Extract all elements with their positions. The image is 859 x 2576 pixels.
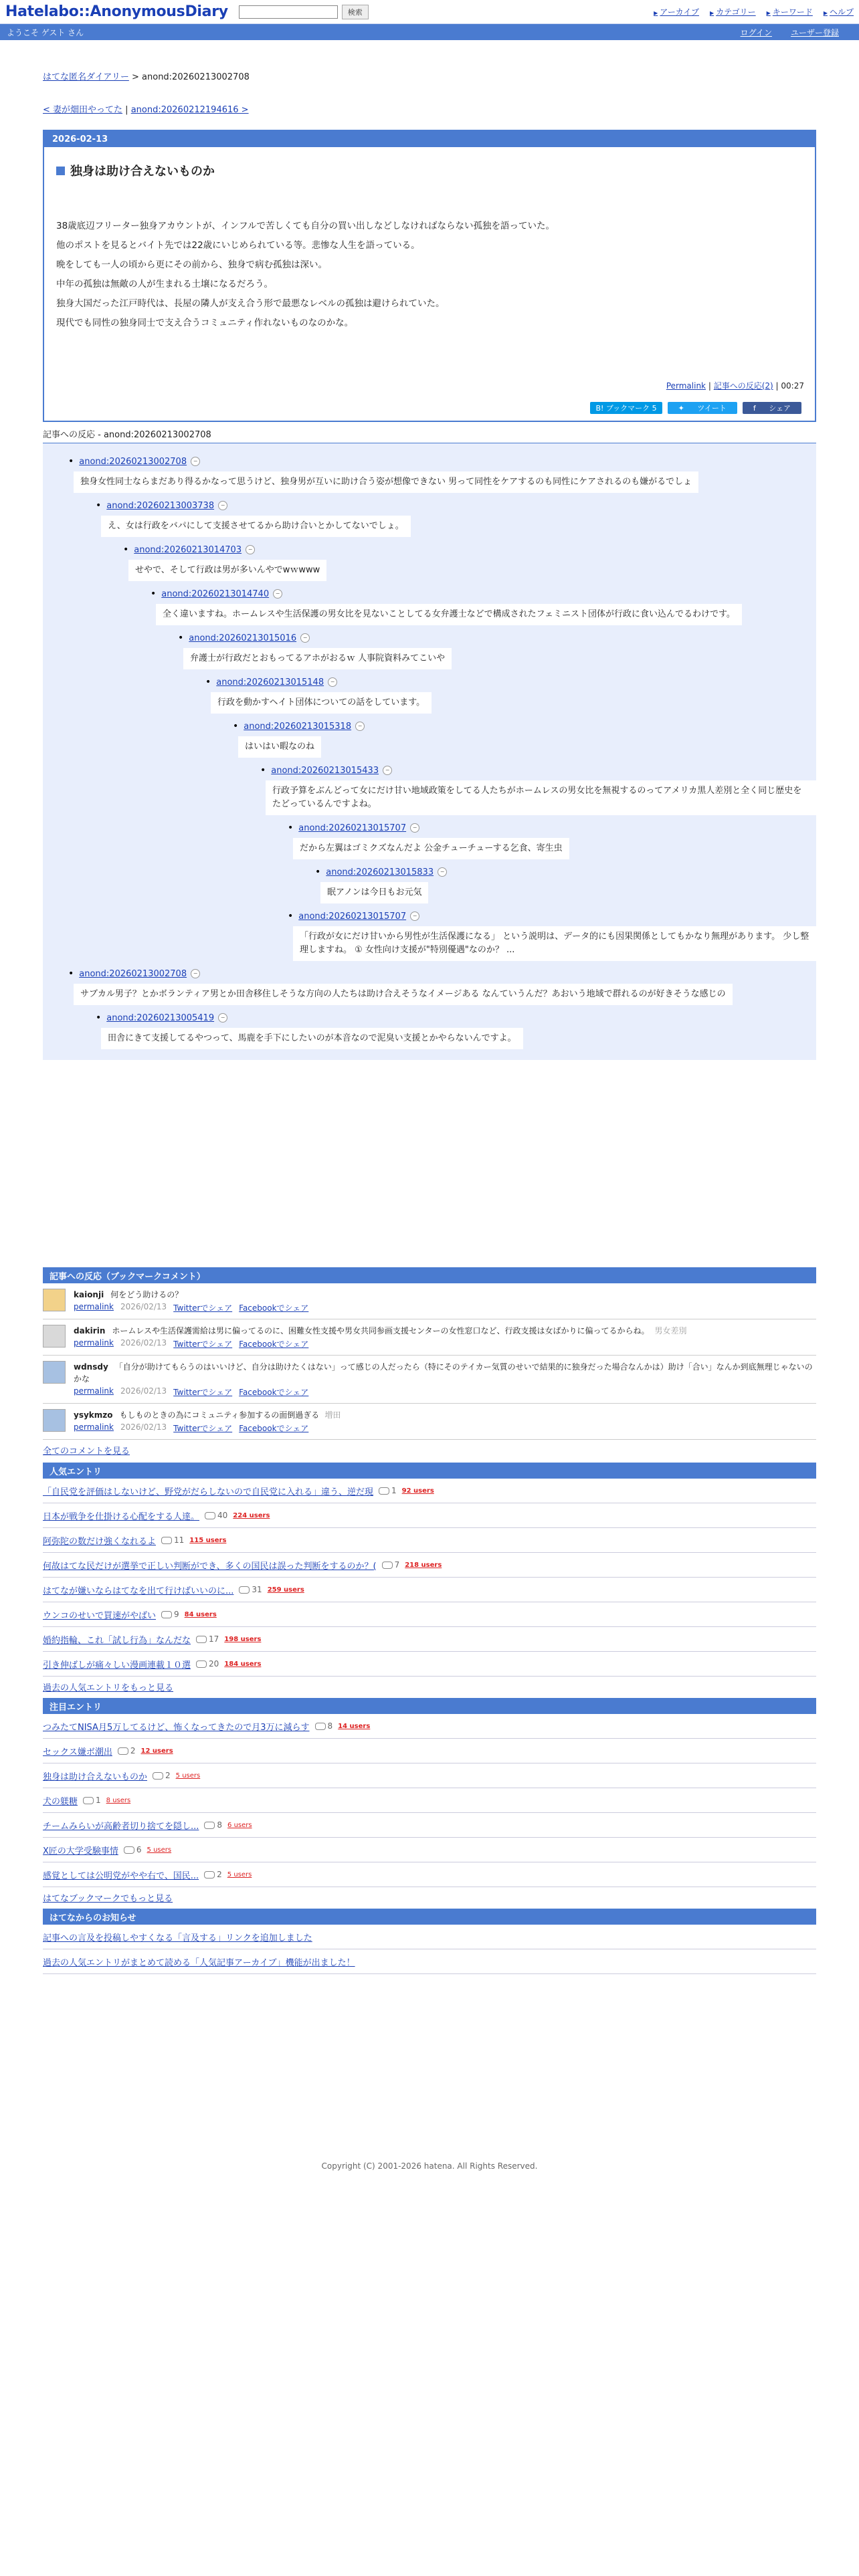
bookmark-comment: 「自分が助けてもらうのはいいけど、自分は助けたくはない」って感じの人だったら（特にそのテイカー気質のせいで結果的に独身だった場合なんかは）助け「合い」なんか到底無理じゃないのかな — [74, 1362, 813, 1384]
comment-bubble-icon — [205, 1512, 215, 1519]
avatar[interactable] — [43, 1325, 66, 1348]
bookmark-list — [43, 1283, 816, 1440]
bookmark-button[interactable]: B! ブックマーク 5 — [590, 402, 662, 414]
reaction-id-row — [96, 500, 816, 512]
comment-count[interactable] — [118, 1746, 136, 1755]
bullet-icon: • — [260, 765, 266, 776]
collapse-toggle-icon[interactable]: − — [300, 633, 310, 643]
bookmark-content — [74, 1289, 816, 1313]
comment-count[interactable] — [382, 1560, 400, 1570]
reaction-link[interactable]: anond:20260213015833 — [326, 867, 434, 877]
bookmark-actions — [74, 1422, 816, 1434]
copyright: Copyright (C) 2001-2026 hatena. All Rights Reserved. — [321, 2161, 538, 2171]
notable-list — [43, 1714, 816, 1887]
login-link[interactable]: ログイン — [740, 27, 772, 37]
bookmark-actions — [74, 1386, 816, 1398]
search-form — [239, 5, 369, 19]
avatar[interactable] — [43, 1289, 66, 1311]
reaction-text: 田舎にきて支援してるやつって、馬鹿を手下にしたいのが本音なので泥臭い支援とかやらないんですよ。 — [101, 1028, 523, 1049]
bird-icon: ✦ — [678, 403, 687, 413]
users-badge[interactable]: 12 users — [140, 1747, 173, 1755]
collapse-toggle-icon[interactable]: − — [218, 1013, 227, 1023]
collapse-toggle-icon[interactable]: − — [246, 545, 255, 554]
comment-number: 20 — [209, 1659, 219, 1669]
article-paragraph: 現代でも同性の独身同士で支え合うコミュニティ作れないものなのかな。 — [56, 318, 354, 328]
comment-bubble-icon — [118, 1747, 128, 1755]
reaction-text: 「行政が女にだけ甘いから男性が生活保護になる」 という説明は、データ的にも因果関係としてもかなり無理があります。 少し整理しますね。 ① 女性向け支援が"特別優遇"なのか？ ... — [293, 926, 816, 961]
comment-count[interactable] — [205, 1511, 227, 1520]
bullet-icon: • — [315, 867, 321, 877]
entry-row — [43, 1838, 816, 1862]
comment-number: 7 — [394, 1560, 400, 1570]
bullet-icon: • — [96, 1012, 102, 1023]
article-paragraph: 独身大国だった江戸時代は、長屋の隣人が支え合う形で最悪なレベルの孤独は避けられていた。 — [56, 298, 445, 309]
reaction-tree — [43, 443, 816, 1060]
bookmark-date: 2026/02/13 — [120, 1302, 167, 1311]
entry-row — [43, 1862, 816, 1887]
main-content — [43, 40, 816, 2171]
users-badge[interactable]: 5 users — [147, 1846, 172, 1854]
bullet-icon: • — [178, 633, 184, 643]
reaction-link[interactable]: anond:20260213015433 — [271, 765, 379, 776]
reaction-node — [288, 910, 816, 961]
bookmark-row — [43, 1404, 816, 1440]
reaction-node — [68, 455, 816, 493]
article-box — [43, 130, 816, 422]
post-time: 00:27 — [781, 381, 804, 391]
users-badge[interactable]: 5 users — [175, 1772, 201, 1780]
users-badge[interactable]: 218 users — [405, 1561, 442, 1569]
bookmark-content — [74, 1325, 816, 1350]
entry-link[interactable]: 何故はてな民だけが選挙で正しい判断ができ、多くの国民は誤った判断をするのか？( — [43, 1561, 377, 1572]
bookmark-date: 2026/02/13 — [120, 1422, 167, 1432]
collapse-toggle-icon[interactable]: − — [410, 911, 419, 921]
reaction-text: 行政を動かすヘイト団体についての話をしています。 — [211, 692, 432, 714]
comment-count[interactable] — [204, 1870, 222, 1879]
popular-list — [43, 1479, 816, 1677]
bookmark-date: 2026/02/13 — [120, 1386, 167, 1396]
bullet-icon: • — [288, 911, 294, 922]
comment-count[interactable] — [204, 1820, 222, 1830]
comment-bubble-icon — [315, 1723, 326, 1730]
reaction-node — [68, 968, 816, 1005]
entry-link[interactable]: 独身は助け合えないものか — [43, 1772, 148, 1782]
comment-number: 1 — [96, 1796, 101, 1805]
reaction-node — [233, 720, 816, 758]
users-badge[interactable]: 115 users — [189, 1536, 227, 1544]
reaction-id-row — [151, 588, 816, 600]
entry-link[interactable]: 婚約指輪、これ「試し行為」なんだな — [43, 1635, 191, 1646]
comment-bubble-icon — [124, 1846, 134, 1854]
comment-number: 11 — [174, 1535, 185, 1545]
reaction-link[interactable]: anond:20260213014740 — [161, 588, 270, 599]
reaction-link[interactable]: anond:20260213015318 — [244, 721, 352, 732]
collapse-toggle-icon[interactable]: − — [410, 823, 419, 833]
fb-label: シェア — [769, 404, 791, 413]
article-paragraph: 中年の孤独は無敵の人が生まれる土壌になるだろう。 — [56, 279, 273, 290]
comment-number: 2 — [130, 1746, 136, 1755]
entry-row — [43, 1652, 816, 1677]
bookmark-permalink[interactable]: permalink — [74, 1422, 114, 1432]
bookmark-actions — [74, 1302, 816, 1313]
register-link[interactable]: ユーザー登録 — [790, 27, 839, 37]
bookmark-facebook-share[interactable]: Facebookでシェア — [239, 1303, 309, 1313]
reaction-text: サブカル男子？とかボランティア男とか田舎移住しそうな方向の人たちは助け合えそうなイメージある なんていうんだ？あおいう地域で群れるのが好きそうな感じの — [74, 984, 733, 1005]
reaction-id-row — [288, 822, 816, 834]
comment-number: 8 — [217, 1820, 223, 1830]
square-icon — [56, 167, 65, 175]
comment-bubble-icon — [83, 1797, 94, 1804]
bookmark-facebook-share[interactable]: Facebookでシェア — [239, 1424, 309, 1433]
comment-count[interactable] — [161, 1610, 179, 1619]
notable-more-link[interactable]: はてなブックマークでもっと見る — [43, 1893, 173, 1904]
reaction-id-row — [233, 720, 816, 732]
bookmark-comment: 何をどう助けるの？ — [110, 1290, 183, 1299]
reaction-node — [315, 866, 816, 903]
entry-row — [43, 1714, 816, 1739]
entry-link[interactable]: ウンコのせいで買速がやばい — [43, 1610, 157, 1621]
entry-row — [43, 1788, 816, 1813]
article-body — [56, 217, 815, 333]
facebook-icon: f — [753, 403, 759, 413]
reactions-link[interactable]: 記事への反応(2) — [713, 381, 773, 391]
bookmark-tag[interactable]: 増田 — [324, 1410, 341, 1420]
all-comments-link[interactable]: 全てのコメントを見る — [43, 1446, 130, 1457]
nav-keyword[interactable]: ▶ キーワード — [767, 6, 813, 17]
comment-number: 2 — [217, 1870, 222, 1879]
reaction-node — [96, 500, 816, 537]
bookmark-permalink[interactable]: permalink — [74, 1302, 114, 1311]
comment-number: 40 — [217, 1511, 228, 1520]
reaction-id-row — [288, 910, 816, 922]
permalink-link[interactable]: Permalink — [666, 381, 706, 391]
users-badge[interactable]: 92 users — [401, 1487, 434, 1495]
article-paragraph: 38歳底辺フリーター独身アカウントが、インフルで苦しくても自分の買い出しなどしなければならない孤独を語っていた。 — [56, 221, 555, 231]
entry-row — [43, 1813, 816, 1838]
comment-number: 6 — [136, 1845, 142, 1854]
bookmark-line — [74, 1409, 816, 1421]
bookmark-row — [43, 1283, 816, 1319]
article-title-row — [56, 162, 815, 179]
entry-link[interactable]: 感覚としては公明党がやや右で、国民... — [43, 1870, 199, 1881]
users-badge[interactable]: 8 users — [106, 1796, 131, 1804]
search-input[interactable] — [239, 5, 338, 19]
reaction-text: 全く違いますね。ホームレスや生活保護の男女比を見ないことしてる女弁護士などで構成されたフェミニスト団体が行政に食い込んでるわけです。 — [156, 604, 742, 625]
bookmark-row — [43, 1319, 816, 1356]
news-item — [43, 1949, 816, 1974]
reaction-node — [288, 822, 816, 859]
reaction-text: え、女は行政をバパにして支援させてるから助け合いとかしてないでしょ。 — [101, 516, 411, 537]
users-badge[interactable]: 84 users — [184, 1610, 217, 1618]
reaction-id-row — [178, 632, 816, 644]
users-badge[interactable]: 5 users — [227, 1870, 252, 1879]
reaction-id-row — [260, 764, 816, 776]
comment-bubble-icon — [204, 1822, 215, 1829]
reaction-link[interactable]: anond:20260213015707 — [298, 823, 407, 833]
bookmark-comment: もしものときの為にコミュニティ参加するの面倒過ぎる — [119, 1410, 320, 1420]
comment-count[interactable] — [239, 1585, 262, 1594]
reaction-node — [205, 676, 816, 714]
bullet-icon: • — [123, 544, 129, 555]
news-link[interactable]: 記事への言及を投稿しやすくなる「言及する」リンクを追加しました — [43, 1933, 312, 1943]
reaction-id-row — [68, 455, 816, 467]
collapse-toggle-icon[interactable]: − — [438, 867, 447, 877]
collapse-toggle-icon[interactable]: − — [273, 589, 282, 599]
reaction-node — [123, 544, 816, 581]
bullet-icon: • — [205, 677, 211, 687]
collapse-toggle-icon[interactable]: − — [355, 722, 365, 731]
bookmark-permalink[interactable]: permalink — [74, 1386, 114, 1396]
reaction-link[interactable]: anond:20260213003738 — [106, 500, 215, 511]
entry-row — [43, 1739, 816, 1763]
article-date: 2026-02-13 — [44, 131, 815, 147]
comment-number: 17 — [209, 1634, 219, 1644]
entry-row — [43, 1479, 816, 1503]
reaction-text: 独身女性同士ならまだあり得るかなって思うけど、独身男が互いに助け合う姿が想像できない 男って同性をケアするのも同性にケアされるのも嫌がるでしょ — [74, 471, 698, 493]
collapse-toggle-icon[interactable]: − — [328, 677, 337, 687]
search-button[interactable]: 検索 — [342, 5, 369, 19]
collapse-toggle-icon[interactable]: − — [218, 501, 227, 510]
comment-count[interactable] — [196, 1634, 219, 1644]
article-paragraph: 晩をしても一人の頃から更にその前から、独身で病む孤独は深い。 — [56, 259, 327, 270]
entry-link[interactable]: 阿弥陀の数だけ強くなれるよ — [43, 1536, 157, 1547]
entry-row — [43, 1553, 816, 1578]
comment-count[interactable] — [153, 1771, 171, 1780]
popular-more-link[interactable]: 過去の人気エントリをもっと見る — [43, 1683, 174, 1693]
reaction-link[interactable]: anond:20260213002708 — [79, 456, 187, 467]
comment-number: 1 — [391, 1486, 397, 1495]
comment-number: 31 — [252, 1585, 262, 1594]
bookmark-user[interactable]: wdnsdy — [74, 1362, 108, 1372]
entry-link[interactable]: つみたてNISA月5万してるけど、怖くなってきたので月3万に減らす — [43, 1722, 310, 1733]
user-bar — [0, 24, 859, 40]
bookmark-comment: ホームレスや生活保護需給は男に偏ってるのに、困難女性支援や男女共同参画支援センターの女性窓口など、行政支援は女ばかりに偏ってるからね。 — [112, 1326, 650, 1335]
bookmark-tag[interactable]: 男女差別 — [654, 1326, 687, 1335]
reaction-link[interactable]: anond:20260213002708 — [79, 968, 187, 979]
article-footer — [44, 380, 815, 391]
entry-link[interactable]: 犬の躾糖 — [43, 1796, 78, 1807]
comment-bubble-icon — [196, 1660, 207, 1668]
entry-link[interactable]: 日本が戦争を仕掛ける心配をする人達。 — [43, 1511, 200, 1522]
bookmark-row — [43, 1356, 816, 1404]
avatar[interactable] — [43, 1409, 66, 1432]
reactions-heading: 記事への反応 - anond:20260213002708 — [43, 427, 816, 443]
entry-row — [43, 1627, 816, 1652]
entry-row — [43, 1763, 816, 1788]
entry-row — [43, 1528, 816, 1553]
notable-heading: 注目エントリ — [43, 1698, 816, 1714]
bookmark-date: 2026/02/13 — [120, 1338, 167, 1348]
comment-bubble-icon — [161, 1537, 172, 1544]
bullet-icon: • — [68, 968, 74, 979]
entry-link[interactable]: 引き伸ばしが痛々しい漫画連載１０選 — [43, 1660, 191, 1671]
avatar[interactable] — [43, 1361, 66, 1384]
reaction-id-row — [315, 866, 816, 878]
bookmark-line — [74, 1361, 816, 1385]
all-comments-row — [43, 1440, 816, 1460]
users-badge[interactable]: 198 users — [224, 1635, 262, 1643]
comment-number: 9 — [174, 1610, 179, 1619]
bookmark-facebook-share[interactable]: Facebookでシェア — [239, 1339, 309, 1349]
comment-number: 8 — [327, 1721, 333, 1731]
users-badge[interactable]: 6 users — [227, 1821, 252, 1829]
entry-link[interactable]: はてなが嫌いならはてなを出て行けばいいのに... — [43, 1586, 234, 1596]
article-paragraph: 他のポストを見るとバイト先では22歳にいじめられている等。悲惨な人生を語っている。 — [56, 240, 420, 251]
share-buttons — [44, 402, 815, 414]
reaction-node — [151, 588, 816, 625]
welcome-text: ようこそ ゲスト さん — [7, 27, 84, 37]
news-link[interactable]: 過去の人気エントリがまとめて読める「人気記事アーカイブ」機能が出ました！ — [43, 1957, 355, 1968]
notable-more-row — [43, 1887, 816, 1907]
reaction-link[interactable]: anond:20260213015707 — [298, 911, 407, 922]
bullet-icon: • — [96, 500, 102, 511]
breadcrumb-current: anond:20260213002708 — [142, 72, 250, 82]
bookmark-twitter-share[interactable]: Twitterでシェア — [173, 1339, 233, 1349]
header-nav — [654, 6, 854, 17]
reaction-link[interactable]: anond:20260213005419 — [106, 1012, 215, 1023]
bullet-icon: • — [233, 721, 239, 732]
news-item — [43, 1925, 816, 1949]
article-title: 独身は助け合えないものか — [70, 165, 215, 179]
comment-count[interactable] — [315, 1721, 333, 1731]
collapse-toggle-icon[interactable]: − — [191, 457, 200, 466]
popular-heading: 人気エントリ — [43, 1463, 816, 1479]
comment-bubble-icon — [379, 1487, 389, 1495]
footer-sep: | — [708, 381, 711, 391]
reaction-text: はいはい暇なのね — [238, 736, 321, 758]
comment-bubble-icon — [204, 1871, 215, 1879]
reaction-text: だから左翼はゴミクズなんだよ 公金チューチューする乞食、寄生虫 — [293, 838, 569, 859]
user-links — [741, 27, 839, 38]
comment-count[interactable] — [124, 1845, 142, 1854]
reaction-text: 行政予算をぶんどって女にだけ甘い地域政策をしてる人たちがホームレスの男女比を無視するのってアメリカ黒人差別と全く同じ歴史をたどっているんですよね。 — [266, 780, 816, 815]
users-badge[interactable]: 14 users — [338, 1722, 371, 1730]
collapse-toggle-icon[interactable]: − — [383, 766, 392, 775]
comment-count[interactable] — [379, 1486, 397, 1495]
bookmark-comments — [43, 1267, 816, 1460]
users-badge[interactable]: 184 users — [224, 1660, 262, 1668]
comment-bubble-icon — [382, 1562, 393, 1569]
reaction-id-row — [68, 968, 816, 980]
prev-next-sep: | — [125, 105, 128, 115]
bookmark-content — [74, 1361, 816, 1398]
bookmark-user[interactable]: kaionji — [74, 1290, 104, 1299]
bookmark-actions — [74, 1338, 816, 1350]
breadcrumb-root[interactable]: はてな匿名ダイアリー — [43, 72, 129, 82]
entry-row — [43, 1578, 816, 1602]
footer-sep: | — [775, 381, 779, 391]
prev-link[interactable]: < 妻が畑田やってた — [43, 105, 123, 115]
breadcrumb — [43, 70, 816, 82]
comment-count[interactable] — [161, 1535, 184, 1545]
bookmark-twitter-share[interactable]: Twitterでシェア — [173, 1303, 233, 1313]
site-logo[interactable]: Hatelabo::AnonymousDiary — [5, 3, 228, 20]
comment-number: 2 — [165, 1771, 171, 1780]
comment-bubble-icon — [153, 1772, 163, 1780]
reaction-text: せやで、そして行政は男が多いんやでwｗwww — [128, 560, 326, 581]
comment-bubble-icon — [239, 1586, 250, 1594]
reaction-id-row — [205, 676, 816, 688]
comment-count[interactable] — [196, 1659, 219, 1669]
entry-link[interactable]: X匠の大学受験事情 — [43, 1846, 118, 1856]
reaction-node — [96, 1012, 816, 1049]
popular-more-row — [43, 1677, 816, 1697]
nav-archive[interactable]: ▶ アーカイブ — [654, 6, 699, 17]
bullet-icon: • — [151, 588, 157, 599]
reaction-link[interactable]: anond:20260213014703 — [134, 544, 242, 555]
bookmark-twitter-share[interactable]: Twitterでシェア — [173, 1388, 233, 1397]
breadcrumb-sep: > — [131, 72, 139, 82]
bookmark-twitter-share[interactable]: Twitterでシェア — [173, 1424, 233, 1433]
users-badge[interactable]: 259 users — [267, 1586, 304, 1594]
reaction-id-row — [123, 544, 816, 556]
bookmark-permalink[interactable]: permalink — [74, 1338, 114, 1348]
reaction-node — [260, 764, 816, 815]
comment-count[interactable] — [83, 1796, 101, 1805]
bookmark-heading: 記事への反応（ブックマークコメント） — [43, 1267, 816, 1283]
next-link[interactable]: anond:20260212194616 > — [130, 105, 249, 115]
entry-link[interactable]: チームみらいが高齢者切り捨てを隠し... — [43, 1821, 199, 1832]
bookmark-line — [74, 1289, 816, 1301]
users-badge[interactable]: 224 users — [233, 1511, 270, 1519]
prev-next-nav — [43, 102, 816, 115]
entry-link[interactable]: 「自民党を評価はしないけど、野党がだらしないので自民党に入れる」違う、逆だ現 — [43, 1487, 374, 1497]
tweet-label: ツイート — [697, 404, 727, 413]
reaction-link[interactable]: anond:20260213015016 — [189, 633, 297, 643]
bookmark-user[interactable]: dakirin — [74, 1326, 106, 1335]
news-heading: はてなからのお知らせ — [43, 1909, 816, 1925]
nav-help[interactable]: ▶ ヘルプ — [824, 6, 854, 17]
entry-row — [43, 1602, 816, 1627]
entry-link[interactable]: セックス嫌ボ潮出 — [43, 1747, 112, 1757]
reaction-node — [178, 632, 816, 669]
tweet-button[interactable] — [668, 402, 737, 414]
bookmark-facebook-share[interactable]: Facebookでシェア — [239, 1388, 309, 1397]
nav-category[interactable]: ▶ カテゴリー — [710, 6, 756, 17]
bullet-icon: • — [68, 456, 74, 467]
collapse-toggle-icon[interactable]: − — [191, 969, 200, 978]
comment-bubble-icon — [196, 1636, 207, 1643]
comment-bubble-icon — [161, 1611, 172, 1618]
bookmark-content — [74, 1409, 816, 1434]
entry-row — [43, 1503, 816, 1528]
facebook-share-button[interactable] — [743, 402, 801, 414]
reaction-id-row — [96, 1012, 816, 1024]
reaction-text: 眠アノンは今日もお元気 — [320, 882, 428, 903]
bookmark-user[interactable]: ysykmzo — [74, 1410, 113, 1420]
reaction-text: 弁護士が行政だとおもってるアホがおるｗ 人事院資料みてこいや — [183, 648, 452, 669]
bookmark-line — [74, 1325, 816, 1337]
bullet-icon: • — [288, 823, 294, 833]
header — [0, 0, 859, 24]
reaction-link[interactable]: anond:20260213015148 — [216, 677, 324, 687]
